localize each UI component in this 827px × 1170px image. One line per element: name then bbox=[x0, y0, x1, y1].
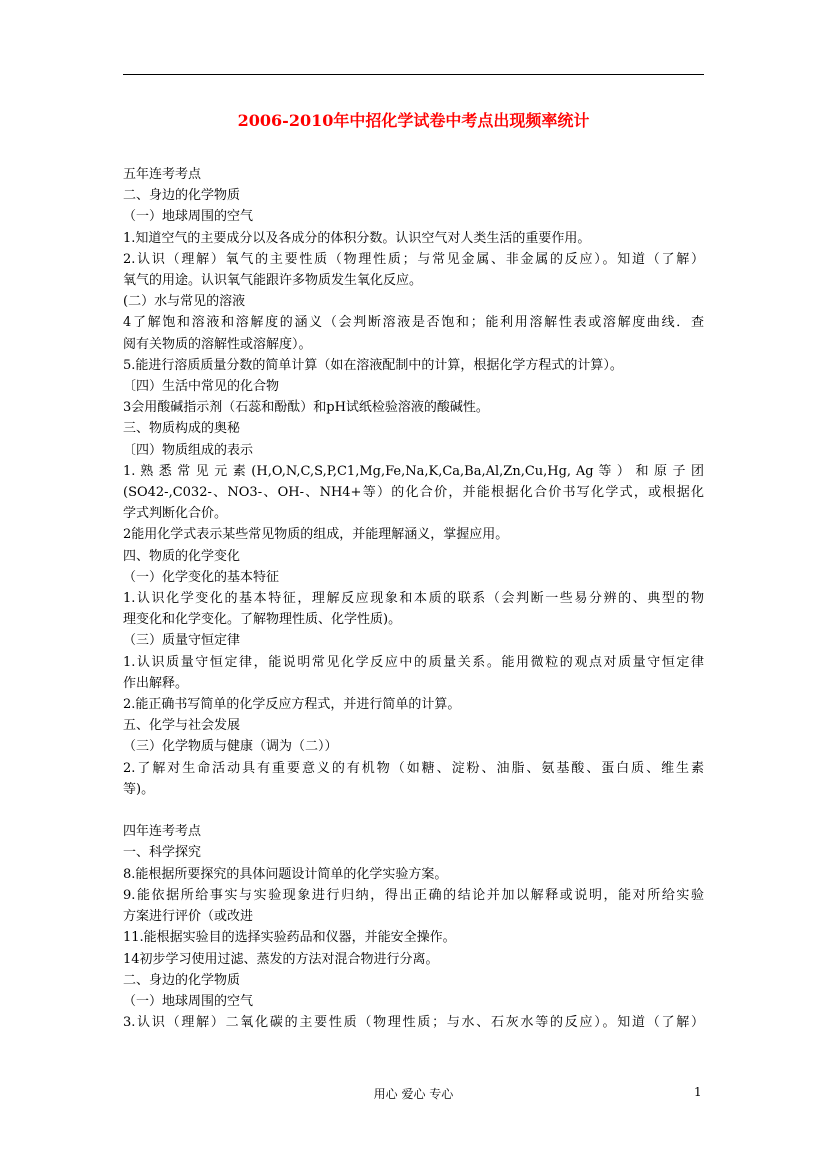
text-line: （一）地球周围的空气 bbox=[123, 209, 254, 225]
text-line: 4了解饱和溶液和溶解度的涵义（会判断溶液是否饱和；能利用溶解性表或溶解度曲线．查 bbox=[123, 315, 704, 331]
text-line: 〔四）生活中常见的化合物 bbox=[123, 379, 280, 395]
text-line: 方案进行评价（或改进 bbox=[123, 909, 254, 925]
text-line: 14初步学习使用过滤、蒸发的方法对混合物进行分离。 bbox=[123, 951, 439, 967]
text-line: 2.认识（理解）氧气的主要性质（物理性质；与常见金属、非金属的反应）。知道（了解） bbox=[123, 251, 704, 267]
document-title: 2006-2010年中招化学试卷中考点出现频率统计 bbox=[237, 111, 590, 130]
document-body bbox=[123, 164, 704, 1033]
text-line: 〔四）物质组成的表示 bbox=[123, 442, 254, 458]
text-line: 8.能根据所要探究的具体问题设计简单的化学实验方案。 bbox=[123, 866, 448, 882]
header-rule bbox=[123, 74, 704, 75]
text-line: （一）化学变化的基本特征 bbox=[123, 569, 280, 585]
page-number: 1 bbox=[694, 1085, 702, 1099]
text-line: 1.认识化学变化的基本特征，理解反应现象和本质的联系（会判断一些易分辨的、典型的物 bbox=[123, 591, 704, 607]
blank-line bbox=[123, 800, 704, 821]
text-line: 3.认识（理解）二氧化碳的主要性质（物理性质；与水、石灰水等的反应）。知道（了解） bbox=[123, 1015, 704, 1031]
text-line: (二）水与常见的溶液 bbox=[123, 294, 246, 310]
text-line: （三）化学物质与健康（调为（二）） bbox=[123, 739, 338, 755]
text-line: 二、身边的化学物质 bbox=[123, 972, 241, 988]
text-line: 2.能正确书写简单的化学反应方程式，并进行简单的计算。 bbox=[123, 697, 461, 713]
text-line: 五年连考考点 bbox=[123, 167, 202, 182]
text-line: 9.能依据所给事实与实验现象进行归纳，得出正确的结论并加以解释或说明，能对所给实验 bbox=[123, 887, 704, 903]
text-line: 1.认识质量守恒定律，能说明常见化学反应中的质量关系。能用微粒的观点对质量守恒定律 bbox=[123, 654, 704, 670]
text-line: 1.知道空气的主要成分以及各成分的体积分数。认识空气对人类生活的重要作用。 bbox=[123, 230, 591, 246]
text-line: 5.能进行溶质质量分数的简单计算（如在溶液配制中的计算，根据化学方程式的计算）。 bbox=[123, 357, 623, 373]
text-line: 2能用化学式表示某些常见物质的组成，并能理解涵义，掌握应用。 bbox=[123, 527, 509, 543]
text-line: 阅有关物质的溶解性或溶解度）。 bbox=[123, 336, 312, 352]
text-line: (SO42-,C032-、NO3-、OH-、NH4+等）的化合价，并能根据化合价书写化学式，或根据化 bbox=[123, 485, 704, 501]
text-line: 二、身边的化学物质 bbox=[123, 188, 241, 204]
text-line: 四、物质的化学变化 bbox=[123, 548, 241, 564]
text-line: 一、科学探究 bbox=[123, 845, 202, 861]
text-line: 四年连考考点 bbox=[123, 824, 202, 840]
text-line: 11.能根据实验目的选择实验药品和仪器，并能安全操作。 bbox=[123, 930, 456, 946]
text-line: 学式判断化合价。 bbox=[123, 506, 228, 522]
text-line: 1. 熟 悉 常 见 元 素 (H,O,N,C,S,P,C1,Mg,Fe,Na,K,Ca,Ba,Al,Zn,Cu,Hg, Ag 等 ） 和 原 子 团 bbox=[123, 463, 704, 479]
text-line: 3会用酸碱指示剂（石蕊和酚酞）和pH试纸检验溶液的酸碱性。 bbox=[123, 400, 489, 416]
footer-motto: 用心 爱心 专心 bbox=[373, 1087, 454, 1101]
text-line: 作出解释。 bbox=[123, 675, 189, 691]
text-line: （三）质量守恒定律 bbox=[123, 633, 241, 649]
text-line: 2.了解对生命活动具有重要意义的有机物（如糖、淀粉、油脂、氨基酸、蛋白质、维生素 bbox=[123, 760, 704, 776]
text-line: 等)。 bbox=[123, 781, 155, 797]
text-line: 理变化和化学变化。了解物理性质、化学性质)。 bbox=[123, 612, 402, 628]
text-line: 五、化学与社会发展 bbox=[123, 718, 241, 734]
text-line: （一）地球周围的空气 bbox=[123, 993, 254, 1009]
text-line: 氧气的用途。认识氧气能跟许多物质发生氧化反应。 bbox=[123, 273, 423, 289]
text-line: 三、物质构成的奥秘 bbox=[123, 421, 241, 437]
